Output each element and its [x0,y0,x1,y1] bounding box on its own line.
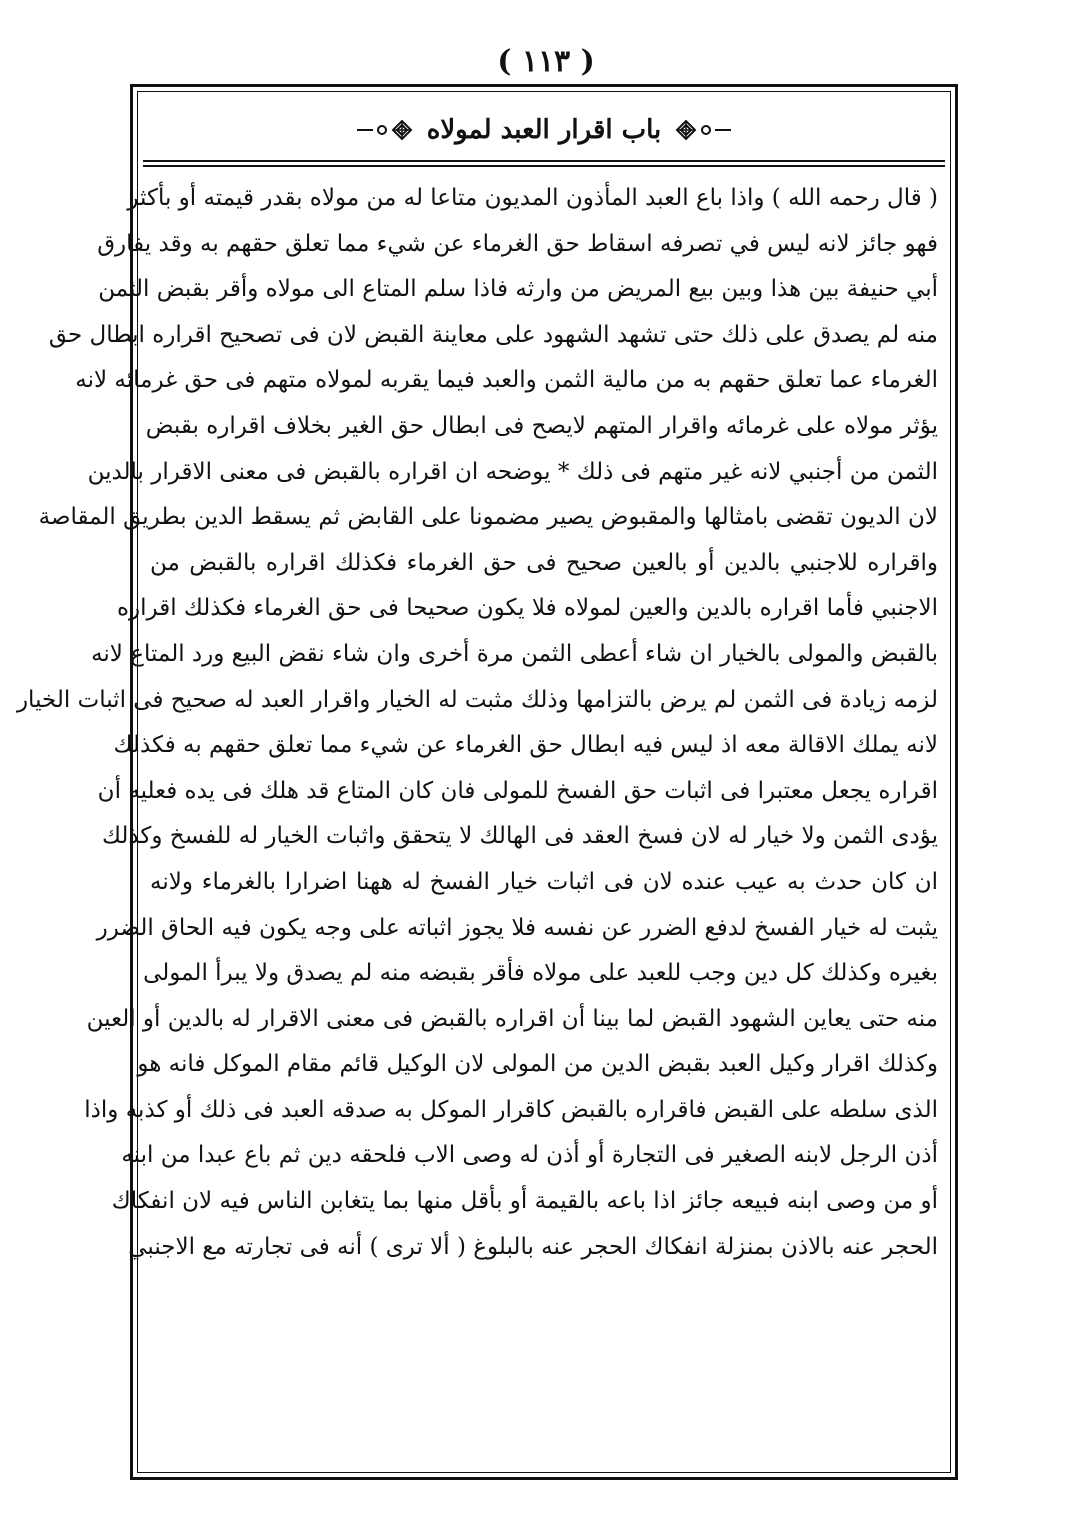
text-line: ان كان حدث به عيب عنده لان فى اثبات خيار الفسخ له ههنا اضرارا بالغرماء ولانه [150,868,938,895]
ornament-left-icon [357,119,413,141]
text-line: يثبت له خيار الفسخ لدفع الضرر عن نفسه فلا يجوز اثباته على وجه يكون فيه الحاق الضرر [96,914,938,941]
text-line: وكذلك اقرار وكيل العبد بقبض الدين من المولى لان الوكيل قائم مقام الموكل فانه هو [137,1051,938,1078]
text-line: أبي حنيفة بين هذا وبين بيع المريض من وارثه فاذا سلم المتاع الى مولاه وأقر بقبض الثمن [98,276,938,303]
text-line: يؤدى الثمن ولا خيار له لان فسخ العقد فى الهالك لا يتحقق واثبات الخيار له للفسخ وكذلك [101,823,938,850]
page-number: ( ١١٣ ) [497,44,595,79]
text-line: لان الديون تقضى بامثالها والمقبوض يصير مضمونا على القابض ثم يسقط الدين بطريق المقاصة [38,504,938,531]
text-line: يؤثر مولاه على غرمائه واقرار المتهم لايصح فى ابطال حق الغير بخلاف اقراره بقبض [145,412,938,439]
text-line: منه لم يصدق على ذلك حتى تشهد الشهود على معاينة القبض لان فى تصحيح اقراره ابطال حق [48,321,938,348]
text-line: أذن الرجل لابنه الصغير فى التجارة أو أذن له وصى الاب فلحقه دين ثم باع عبدا من ابنه [121,1142,938,1169]
text-line: أو من وصى ابنه فبيعه جائز اذا باعه بالقيمة أو بأقل منها بما يتغابن الناس فيه لان انفكاك [111,1188,938,1215]
text-line: واقراره للاجنبي بالدين أو بالعين صحيح فى حق الغرماء فكذلك اقراره بالقبض من [150,549,938,576]
text-line: بالقبض والمولى بالخيار ان شاء أعطى الثمن مرة أخرى وان شاء نقض البيع ورد المتاع لانه [91,640,938,667]
title-rule-bottom [143,165,945,167]
body-text [16,176,938,1270]
text-line: الحجر عنه بالاذن بمنزلة انفكاك الحجر عنه بالبلوغ ( ألا ترى ) أنه فى تجارته مع الاجنبي [128,1233,938,1260]
text-line: اقراره يجعل معتبرا فى اثبات حق الفسخ للمولى فان كان المتاع قد هلك فى يده فعليه أن [97,777,938,804]
text-line: منه حتى يعاين الشهود القبض لما بينا أن اقراره بالقبض فى معنى الاقرار له بالدين أو العين [86,1005,938,1032]
text-line: بغيره وكذلك كل دين وجب للعبد على مولاه فأقر بقبضه منه لم يصدق ولا يبرأ المولى [143,960,938,987]
text-line: الثمن من أجنبي لانه غير متهم فى ذلك * يوضحه ان اقراره بالقبض فى معنى الاقرار بالدين [87,458,938,485]
chapter-title: باب اقرار العبد لمولاه [426,115,662,145]
ornament-right-icon [675,119,731,141]
text-line: ( قال رحمه الله ) واذا باع العبد المأذون المديون متاعا له من مولاه بقدر قيمته أو بأكثر [127,185,938,211]
text-line: الذى سلطه على القبض فاقراره بالقبض كاقرار الموكل به صدقه العبد فى ذلك أو كذبه واذا [84,1096,938,1123]
text-line: الغرماء عما تعلق حقهم به من مالية الثمن والعبد فيما يقربه لمولاه متهم فى حق غرمائه لانه [75,367,938,394]
title-rule-top [143,160,945,162]
text-line: فهو جائز لانه ليس في تصرفه اسقاط حق الغرماء عن شيء مما تعلق حقهم به وقد يفارق [97,230,938,257]
text-line: الاجنبي فأما اقراره بالدين والعين لمولاه فلا يكون صحيحا فى حق الغرماء فكذلك اقراره [116,595,938,622]
chapter-header [137,108,951,152]
text-line: لانه يملك الاقالة معه اذ ليس فيه ابطال حق الغرماء عن شيء مما تعلق حقهم به فكذلك [113,732,938,759]
text-line: لزمه زيادة فى الثمن لم يرض بالتزامها وذلك مثبت له الخيار واقرار العبد له صحيح فى اثبات الخيار [16,686,938,713]
